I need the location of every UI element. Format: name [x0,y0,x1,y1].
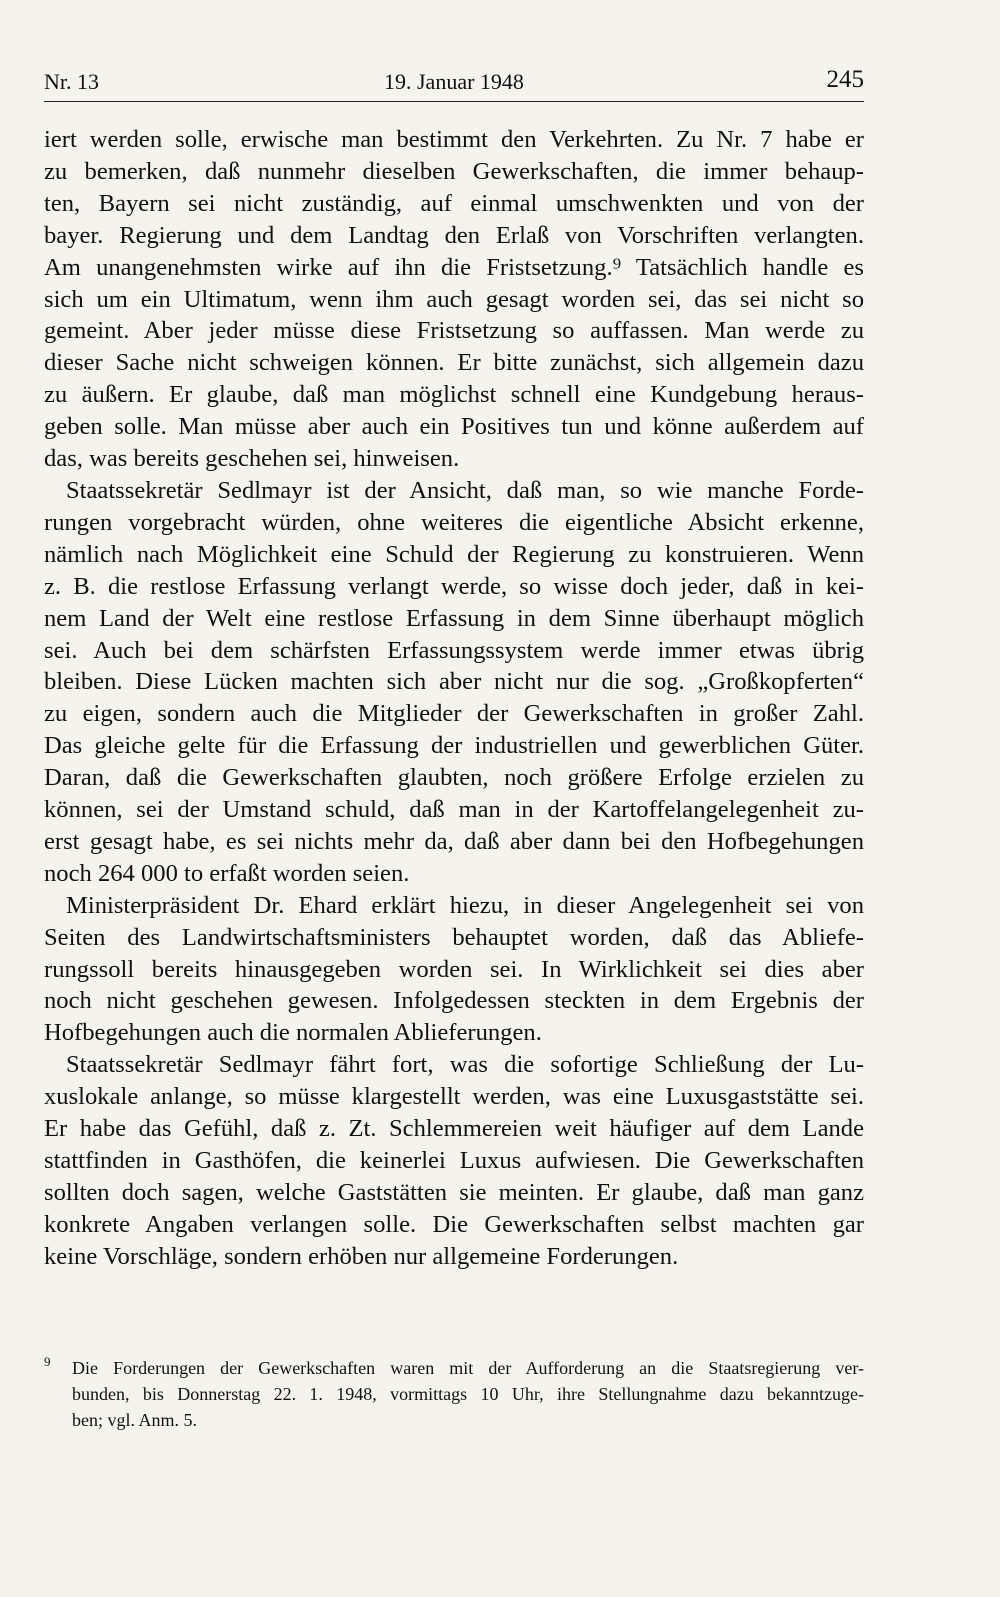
page-number: 245 [826,66,864,93]
text-line: Am unangenehmsten wirke auf ihn die Fristsetzung.⁹ Tatsächlich handle es [44,253,864,281]
text-line: rungen vorgebracht würden, ohne weiteres die eigentliche Absicht erkenne, [44,508,864,536]
text-line: können, sei der Umstand schuld, daß man in der Kartoffelangelegenheit zu- [44,796,864,824]
text-line: gemeint. Aber jeder müsse diese Fristsetzung so auffassen. Man werde zu [44,317,864,345]
text-line: keine Vorschläge, sondern erhöben nur allgemeine Forderungen. [44,1242,679,1270]
text-line: das, was bereits geschehen sei, hinweisen. [44,445,460,473]
footnote-line: ben; vgl. Anm. 5. [72,1410,197,1430]
text-line: noch nicht geschehen gewesen. Infolgedessen steckten in dem Ergebnis der [44,987,864,1015]
text-line: ten, Bayern sei nicht zuständig, auf einmal umschwenkten und von der [44,189,864,217]
footnote-text [72,1355,864,1433]
text-line: rungssoll bereits hinausgegeben worden sei. In Wirklichkeit sei dies aber [44,955,864,983]
text-line: zu eigen, sondern auch die Mitglieder der Gewerkschaften in großer Zahl. [44,700,864,728]
text-line: Ministerpräsident Dr. Ehard erklärt hiezu, in dieser Angelegenheit sei von [66,891,864,919]
document-number: Nr. 13 [44,69,99,94]
main-text [44,124,864,1273]
text-line: bayer. Regierung und dem Landtag den Erlaß von Vorschriften verlangten. [44,221,864,249]
text-line: nämlich nach Möglichkeit eine Schuld der Regierung zu konstruieren. Wenn [44,540,864,568]
text-line: sich um ein Ultimatum, wenn ihm auch gesagt worden sei, das sei nicht so [44,285,864,313]
text-line: iert werden solle, erwische man bestimmt den Verkehrten. Zu Nr. 7 habe er [44,126,864,153]
footnote-mark: 9 [44,1354,51,1369]
footnote-line: bunden, bis Donnerstag 22. 1. 1948, vormittags 10 Uhr, ihre Stellungnahme dazu bekanntzuge- [72,1384,864,1404]
header-rule [44,101,864,102]
text-line: Er habe das Gefühl, daß z. Zt. Schlemmereien weit häufiger auf dem Lande [44,1115,864,1143]
text-line: noch 264 000 to erfaßt worden seien. [44,859,410,887]
text-line: sei. Auch bei dem schärfsten Erfassungssystem werde immer etwas übrig [44,636,864,664]
text-line: xuslokale anlange, so müsse klargestellt werden, was eine Luxusgaststätte sei. [44,1083,864,1111]
footnote [44,1355,864,1433]
text-line: z. B. die restlose Erfassung verlangt werde, so wisse doch jeder, daß in kei- [44,572,864,600]
footnote-line: Die Forderungen der Gewerkschaften waren mit der Aufforderung an die Staatsregierung ver- [72,1358,864,1378]
text-line: Staatssekretär Sedlmayr fährt fort, was die sofortige Schließung der Lu- [66,1051,864,1079]
text-line: bleiben. Diese Lücken machten sich aber nicht nur die sog. „Großkopferten“ [44,668,864,696]
text-line: Hofbegehungen auch die normalen Ablieferungen. [44,1019,542,1047]
text-line: zu bemerken, daß nunmehr dieselben Gewerkschaften, die immer behaup- [44,157,864,185]
text-line: Seiten des Landwirtschaftsministers behauptet worden, daß das Abliefe- [44,923,864,951]
text-line: Daran, daß die Gewerkschaften glaubten, noch größere Erfolge erzielen zu [44,764,864,792]
text-line: geben solle. Man müsse aber auch ein Positives tun und könne außerdem auf [44,413,864,441]
running-header [44,66,864,100]
text-line: konkrete Angaben verlangen solle. Die Gewerkschaften selbst machten gar [44,1210,864,1238]
text-line: erst gesagt habe, es sei nichts mehr da, daß aber dann bei den Hofbegehungen [44,827,864,855]
text-line: Das gleiche gelte für die Erfassung der industriellen und gewerblichen Güter. [44,732,864,760]
text-line: zu äußern. Er glaube, daß man möglichst schnell eine Kundgebung heraus- [44,381,864,409]
text-line: stattfinden in Gasthöfen, die keinerlei Luxus aufwiesen. Die Gewerkschaften [44,1147,864,1174]
text-line: Staatssekretär Sedlmayr ist der Ansicht, daß man, so wie manche Forde- [66,476,864,504]
text-line: sollten doch sagen, welche Gaststätten sie meinten. Er glaube, daß man ganz [44,1178,864,1206]
text-line: nem Land der Welt eine restlose Erfassung in dem Sinne überhaupt möglich [44,604,864,632]
text-line: dieser Sache nicht schweigen können. Er bitte zunächst, sich allgemein dazu [44,349,864,377]
header-date: 19. Januar 1948 [384,69,524,94]
